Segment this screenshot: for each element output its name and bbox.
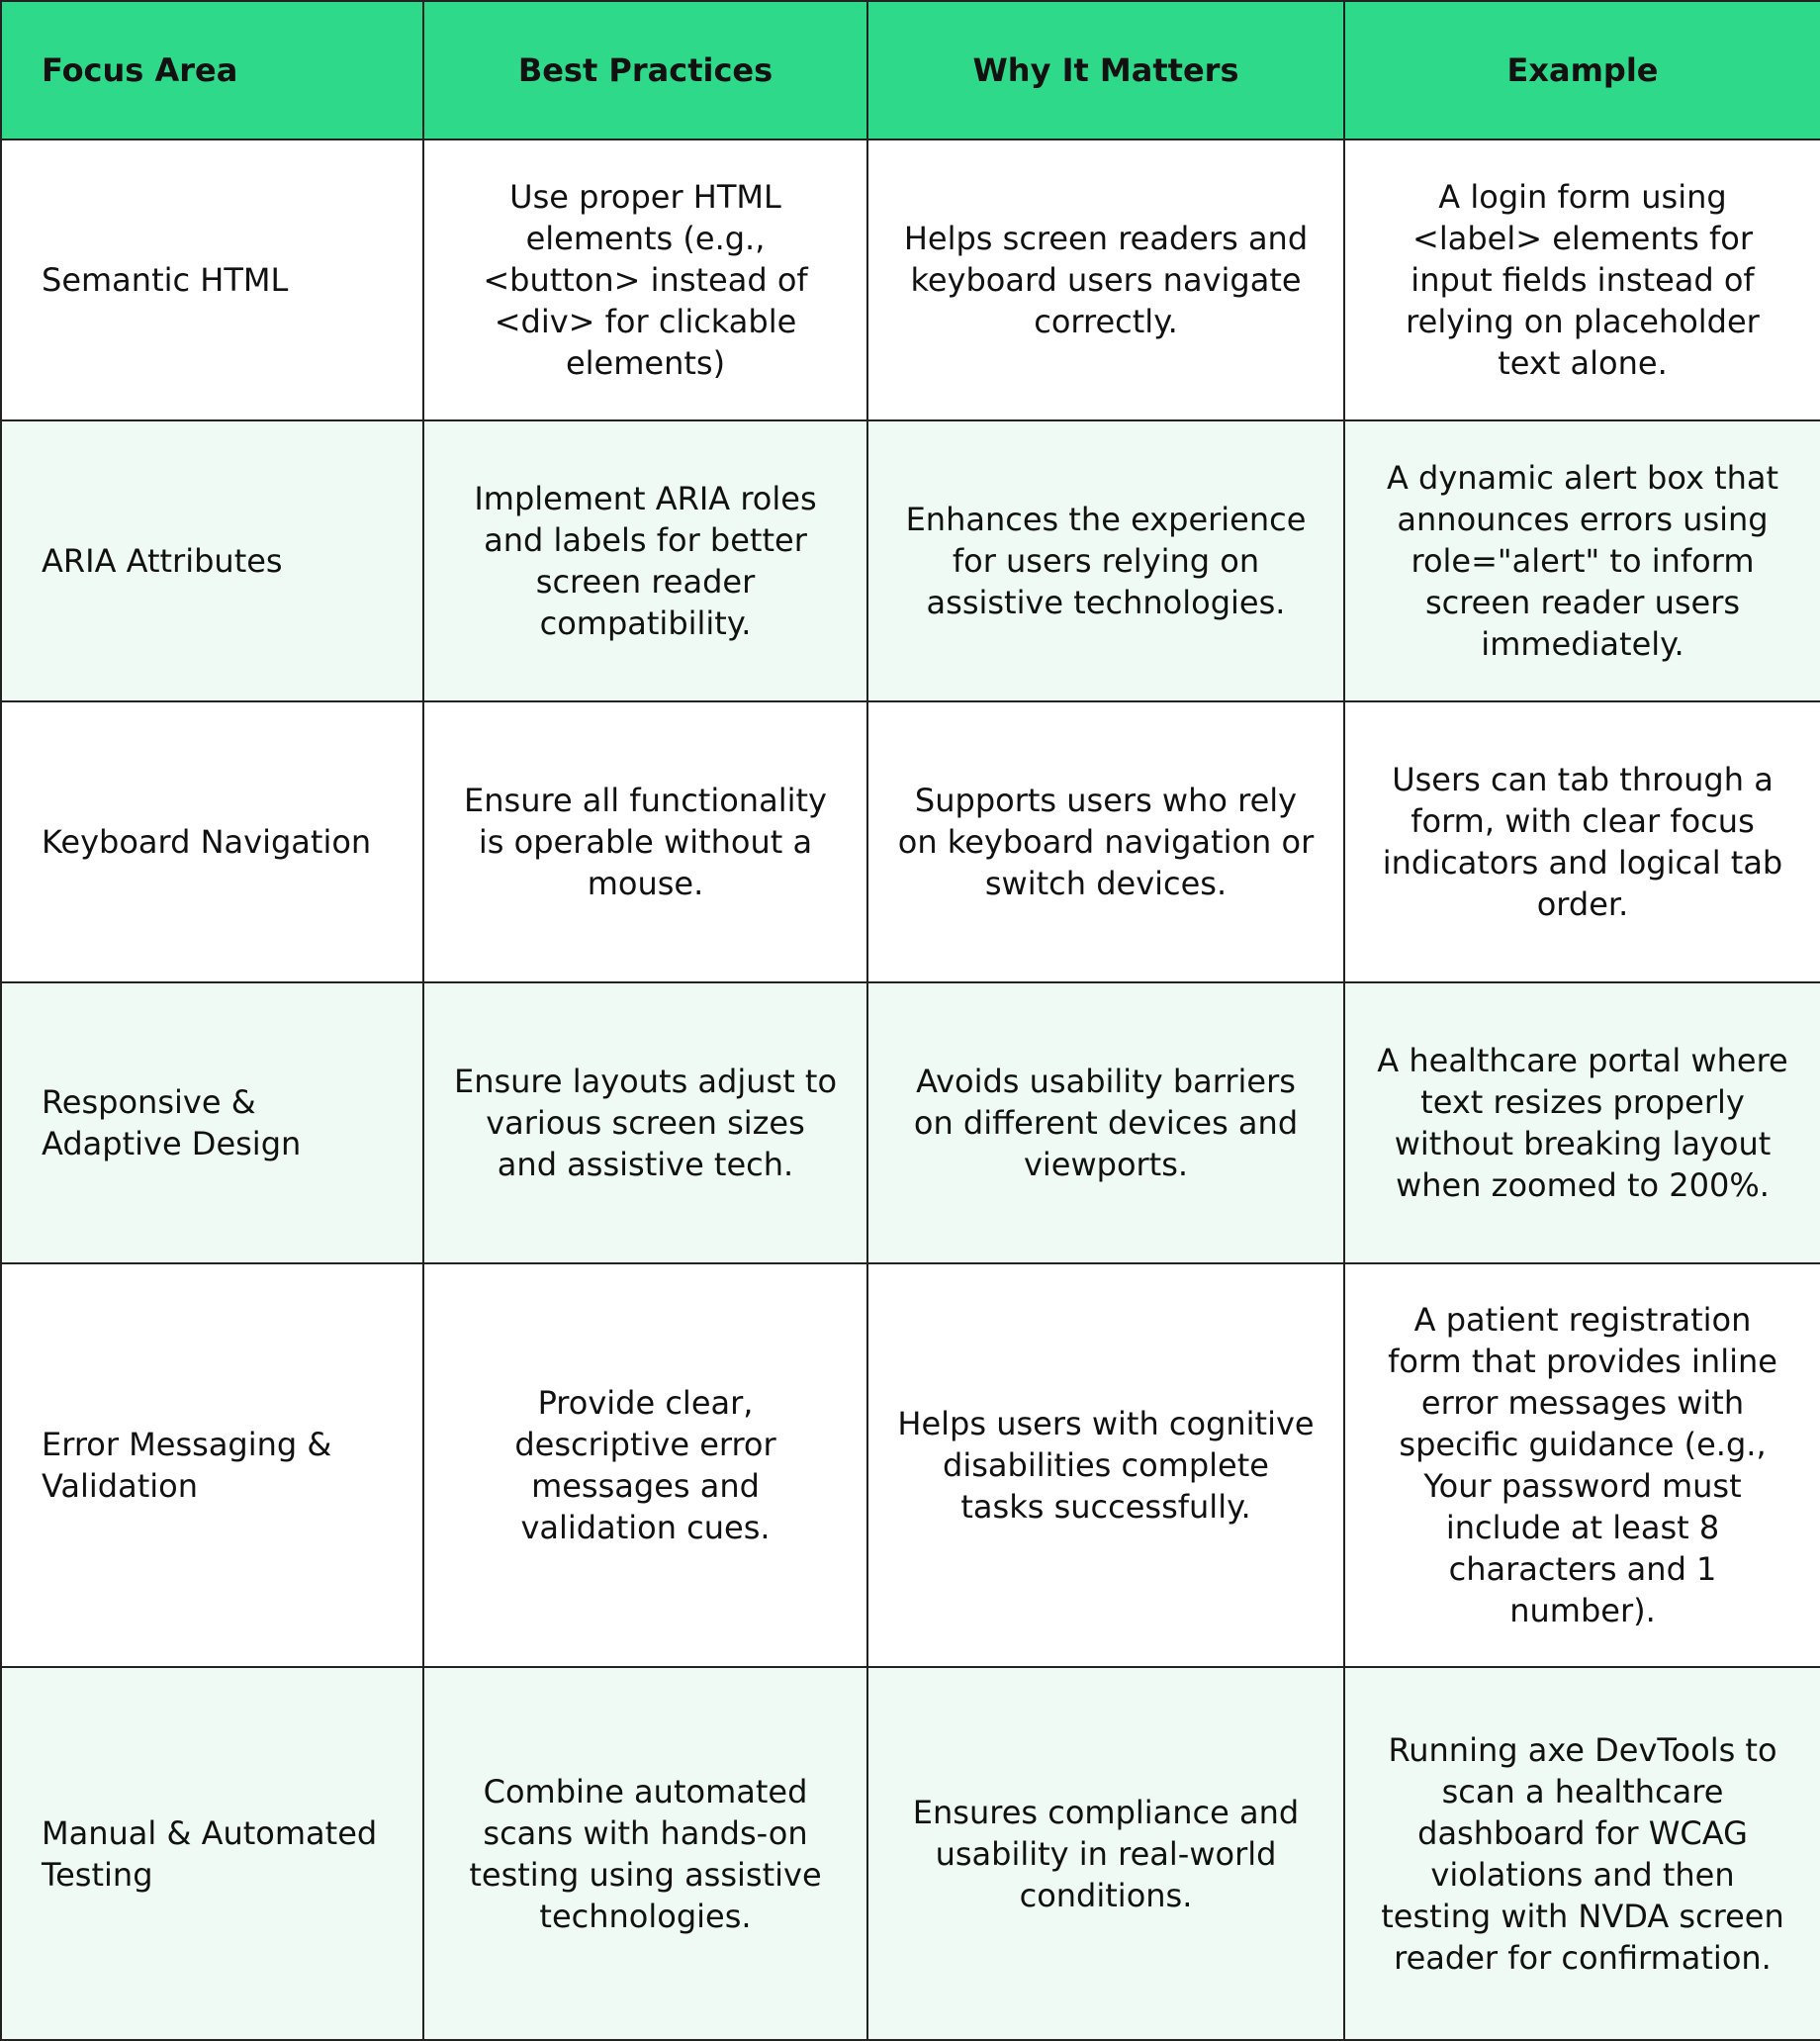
example-cell: A login form using <label> elements for input fields instead of relying on placeholder text alone. [1344, 139, 1820, 420]
table-row [1, 1263, 1820, 1667]
example-cell: A patient registration form that provides inline error messages with specific guidance (e.g., Your password must include at least 8 characters and 1 number). [1344, 1263, 1820, 1667]
header-why-it-matters: Why It Matters [867, 1, 1344, 139]
best-practices-cell: Ensure all functionality is operable without a mouse. [423, 701, 867, 982]
focus-area-cell: Manual & Automated Testing [1, 1667, 423, 2040]
why-it-matters-cell: Helps screen readers and keyboard users navigate correctly. [867, 139, 1344, 420]
header-example: Example [1344, 1, 1820, 139]
example-cell: Users can tab through a form, with clear focus indicators and logical tab order. [1344, 701, 1820, 982]
why-it-matters-cell: Helps users with cognitive disabilities complete tasks successfully. [867, 1263, 1344, 1667]
best-practices-cell: Combine automated scans with hands-on testing using assistive technologies. [423, 1667, 867, 2040]
why-it-matters-cell: Enhances the experience for users relying on assistive technologies. [867, 420, 1344, 701]
best-practices-cell: Implement ARIA roles and labels for better screen reader compatibility. [423, 420, 867, 701]
header-focus-area: Focus Area [1, 1, 423, 139]
focus-area-cell: Keyboard Navigation [1, 701, 423, 982]
why-it-matters-cell: Ensures compliance and usability in real-world conditions. [867, 1667, 1344, 2040]
best-practices-cell: Use proper HTML elements (e.g., <button> instead of <div> for clickable elements) [423, 139, 867, 420]
table-row [1, 982, 1820, 1263]
focus-area-cell: ARIA Attributes [1, 420, 423, 701]
best-practices-cell: Provide clear, descriptive error messages and validation cues. [423, 1263, 867, 1667]
table-row [1, 420, 1820, 701]
table-row [1, 701, 1820, 982]
example-cell: A healthcare portal where text resizes properly without breaking layout when zoomed to 200%. [1344, 982, 1820, 1263]
header-best-practices: Best Practices [423, 1, 867, 139]
best-practices-cell: Ensure layouts adjust to various screen sizes and assistive tech. [423, 982, 867, 1263]
focus-area-cell: Semantic HTML [1, 139, 423, 420]
focus-area-cell: Responsive & Adaptive Design [1, 982, 423, 1263]
example-cell: A dynamic alert box that announces errors using role="alert" to inform screen reader users immediately. [1344, 420, 1820, 701]
table-row [1, 139, 1820, 420]
example-cell: Running axe DevTools to scan a healthcare dashboard for WCAG violations and then testing with NVDA screen reader for confirmation. [1344, 1667, 1820, 2040]
focus-area-cell: Error Messaging & Validation [1, 1263, 423, 1667]
why-it-matters-cell: Supports users who rely on keyboard navigation or switch devices. [867, 701, 1344, 982]
table-header-row [1, 1, 1820, 139]
table-row [1, 1667, 1820, 2040]
why-it-matters-cell: Avoids usability barriers on different devices and viewports. [867, 982, 1344, 1263]
